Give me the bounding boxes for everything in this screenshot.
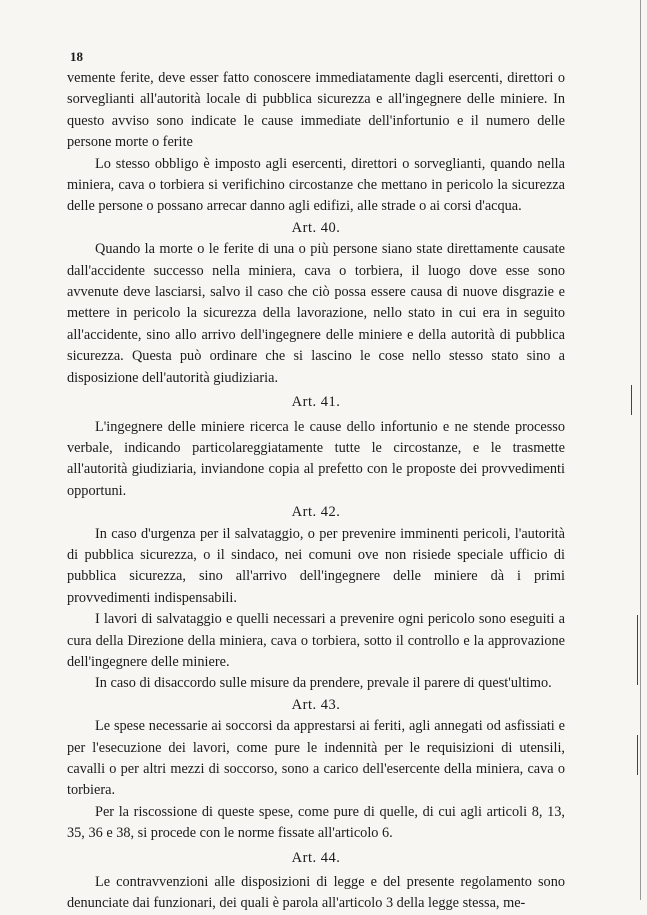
article-42-text-3: In caso di disaccordo sulle misure da prendere, prevale il parere di quest'ultimo. xyxy=(95,675,552,692)
article-43-text-2: Per la riscossione di queste spese, come pure di quelle, di cui agli articoli 8, 13, 35, 36 e 38, si procede con le norme fissate all'articolo 6. xyxy=(67,803,565,842)
margin-mark xyxy=(631,385,632,415)
article-40-heading: Art. 40. xyxy=(291,219,341,236)
article-44-heading: Art. 44. xyxy=(291,849,341,866)
margin-mark xyxy=(637,615,638,685)
document-body xyxy=(67,68,565,915)
margin-mark xyxy=(637,735,638,775)
article-42-heading: Art. 42. xyxy=(291,504,341,521)
article-43-heading: Art. 43. xyxy=(291,696,341,713)
page-edge-line xyxy=(640,0,641,900)
article-42-text-2: I lavori di salvataggio e quelli necessari a prevenire ogni pericolo sono eseguiti a cura della Direzione della miniera, cava o torbiera, sotto il controllo e la approvazione dell'ingegnere delle miniere. xyxy=(67,611,565,670)
paragraph-continuation: vemente ferite, deve esser fatto conoscere immediatamente dagli esercenti, direttori o sorveglianti all'autorità locale di pubblica sicurezza e all'ingegnere delle miniere. In questo avviso sono indicate le cause immediate dell'infortunio e il numero delle persone morte o ferite xyxy=(67,70,565,151)
paragraph-obbligo: Lo stesso obbligo è imposto agli esercenti, direttori o sorveglianti, quando nella miniera, cava o torbiera si verifichino circostanze che mettano in pericolo la sicurezza delle persone o possano arrecar danno agli edifizi, alle strade o ai corsi d'acqua. xyxy=(67,155,565,215)
article-43-text-1: Le spese necessarie ai soccorsi da apprestarsi ai feriti, agli annegati od asfissiati e per l'esecuzione dei lavori, come pure le indennità per le requisizioni di utensili, cavalli o per altri mezzi di soccorso, sono a carico dell'esercente della miniera, cava o torbiera. xyxy=(67,718,565,799)
page-number: 18 xyxy=(70,49,83,64)
article-41-heading: Art. 41. xyxy=(291,394,341,411)
article-44-text: Le contravvenzioni alle disposizioni di legge e del presente regolamento sono denunciate dai funzionari, dei quali è parola all'articolo 3 della legge stessa, me- xyxy=(67,874,565,912)
article-40-text: Quando la morte o le ferite di una o più persone siano state direttamente causate dall'accidente successo nella miniera, cava o torbiera, il luogo dove esse sono avvenute deve lasciarsi, salvo il caso che ciò possa essere causa di nuove disgrazie e mettere in pericolo la sicurezza della lavorazione, nello stato in cui era in seguito all'accidente, sino allo arrivo dell'ingegnere delle miniere e della autorità di pubblica sicurezza. Questa può ordinare che si lascino le cose nello stesso stato sino a disposizione dell'autorità giudiziaria. xyxy=(67,241,565,386)
article-41-text: L'ingegnere delle miniere ricerca le cause dello infortunio e ne stende processo verbale, indicando particolareggiatamente tutte le circostanze, e le trasmette all'autorità giudiziaria, inviandone copia al prefetto con le proposte dei provvedimenti opportuni. xyxy=(67,418,565,499)
article-42-text-1: In caso d'urgenza per il salvataggio, o per prevenire imminenti pericoli, l'autorità di pubblica sicurezza, o il sindaco, nei comuni ove non risiede speciale ufficio di pubblica sicurezza, sino all'arrivo dell'ingegnere delle miniere dà i primi provvedimenti indispensabili. xyxy=(67,525,565,606)
